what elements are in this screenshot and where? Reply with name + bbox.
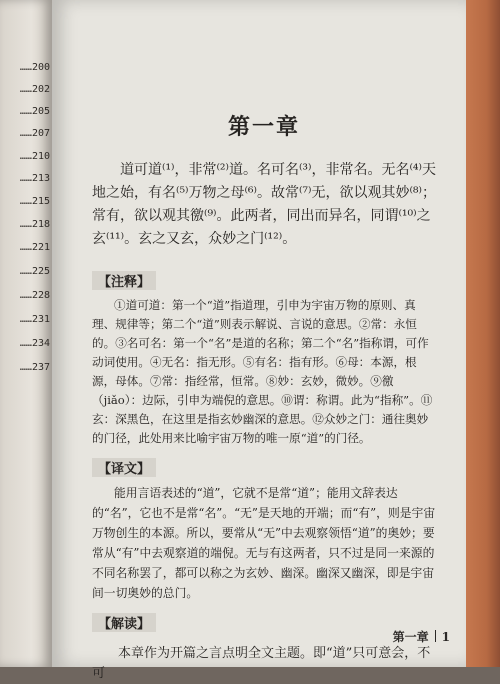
- footer-page-number: 1: [441, 630, 450, 644]
- reading-text: 本章作为开篇之言点明全文主题。即“道”只可意会，不可: [92, 646, 431, 681]
- reading-label: 【解读】: [92, 613, 156, 632]
- translation-label: 【译文】: [92, 458, 156, 477]
- toc-page-number: ……237: [19, 362, 50, 373]
- classic-text: 道可道⁽¹⁾，非常⁽²⁾道。名可名⁽³⁾，非常名。无名⁽⁴⁾天地之始，有名⁽⁵⁾万物之母⁽⁶⁾。故常⁽⁷⁾无，欲以观其妙⁽⁸⁾；常有，欲以观其徼⁽⁹⁾。此两者，同出而异名，同谓⁽¹⁰⁾之玄⁽¹¹⁾。玄之又玄，众妙之门⁽¹²⁾。: [92, 162, 436, 247]
- page-content: [92, 110, 436, 684]
- toc-page-number: ……213: [19, 173, 50, 184]
- toc-page-number: ……215: [19, 196, 50, 207]
- toc-page-number: ……202: [19, 84, 50, 95]
- toc-page-number: ……234: [19, 338, 50, 349]
- toc-page-number: ……228: [19, 290, 50, 301]
- toc-page-number: ……218: [19, 219, 50, 230]
- book-edge: [466, 0, 500, 667]
- footer-separator: [435, 630, 436, 642]
- chapter-title: 第一章: [227, 114, 300, 140]
- toc-page-number: ……200: [19, 62, 50, 73]
- toc-page-number: ……225: [19, 266, 50, 277]
- toc-page-number: ……221: [19, 242, 50, 253]
- toc-page-number: ……207: [19, 128, 50, 139]
- page-footer: [340, 628, 450, 645]
- footer-chapter: 第一章: [392, 630, 429, 644]
- notes-label: 【注释】: [92, 271, 156, 290]
- translation-text: 能用言语表述的“道”，它就不是常“道”；能用文辞表达的“名”，它也不是常“名”。“无”是天地的开端；而“有”，则是宇宙万物创生的本源。所以，要常从“无”中去观察领悟“道”的奥妙；要常从“有”中去观察道的端倪。无与有这两者，只不过是同一来源的不同名称罢了，都可以称之为玄妙、幽深。幽深又幽深，即是宇宙间一切奥妙的总门。: [92, 486, 436, 600]
- notes-text: ①道可道：第一个“道”指道理，引申为宇宙万物的原则、真理、规律等；第二个“道”则表示解说、言说的意思。②常：永恒的。③名可名：第一个“名”是道的名称；第二个“名”指称谓，可作动词使用。④无名：指无形。⑤有名：指有形。⑥母：本源，根源，母体。⑦常：指经常，恒常。⑧妙：玄妙，微妙。⑨徼（jiǎo）：边际，引申为端倪的意思。⑩谓：称谓。此为“指称”。⑪玄：深黑色，在这里是指玄妙幽深的意思。⑫众妙之门：通往奥妙的门径，此处用来比喻宇宙万物的唯一原“道”的门径。: [92, 298, 433, 445]
- toc-page-number: ……210: [19, 151, 50, 162]
- left-page-toc: [0, 0, 52, 667]
- toc-page-number: ……231: [19, 314, 50, 325]
- toc-page-number: ……205: [19, 106, 50, 117]
